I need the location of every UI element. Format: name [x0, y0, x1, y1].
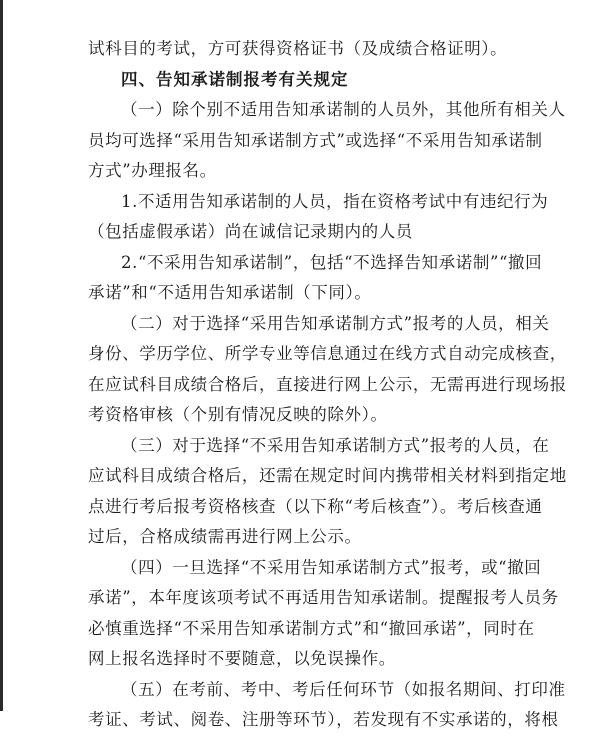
paragraph-line: 应试科目成绩合格后，还需在规定时间内携带相关材料到指定地	[88, 466, 567, 485]
paragraph-line: （三）对于选择“不采用告知承诺制方式”报考的人员，在	[121, 435, 550, 455]
page-edge-divider	[0, 0, 3, 711]
paragraph-line: 1.不适用告知承诺制的人员，指在资格考试中有违纪行为	[121, 191, 549, 211]
paragraph-line: 方式”办理报名。	[88, 161, 217, 180]
paragraph-line: 点进行考后报考资格核查（以下称“考后核查”）。考后核查通	[88, 496, 543, 516]
paragraph-line: 网上报名选择时不要随意，以免误操作。	[88, 649, 396, 668]
paragraph-line: 承诺”，本年度该项考试不再适用告知承诺制。提醒报考人员务	[88, 588, 559, 607]
paragraph-line: 试科目的考试，方可获得资格证书（及成绩合格证明）。	[88, 39, 508, 58]
paragraph-line: （五）在考前、考中、考后任何环节（如报名期间、打印准	[121, 679, 566, 699]
paragraph-line: （四）一旦选择“不采用告知承诺制方式”报考，或“撤回	[121, 557, 542, 577]
paragraph-line: 员均可选择“采用告知承诺制方式”或选择“不采用告知承诺制	[88, 130, 543, 150]
section-heading: 四、告知承诺制报考有关规定	[121, 69, 349, 89]
paragraph-line: 在应试科目成绩合格后，直接进行网上公示，无需再进行现场报	[88, 374, 567, 394]
paragraph-line: 考资格审核（个别有情况反映的除外）。	[88, 405, 388, 424]
paragraph-line: 必慎重选择“不采用告知承诺制方式”和“撤回承诺”，同时在	[88, 618, 535, 638]
paragraph-line: 过后，合格成绩需再进行网上公示。	[88, 527, 362, 546]
paragraph-line: （二）对于选择“采用告知承诺制方式”报考的人员，相关	[121, 313, 550, 333]
paragraph-line: 2.“不采用告知承诺制”，包括“不选择告知承诺制”“撤回	[121, 252, 543, 272]
paragraph-line: 身份、学历学位、所学专业等信息通过在线方式自动完成核查，	[88, 344, 567, 363]
paragraph-line: 考证、考试、阅卷、注册等环节），若发现有不实承诺的，将根	[88, 710, 559, 729]
document-body	[88, 34, 567, 736]
paragraph-line: 承诺”和“不适用告知承诺制（下同）。	[88, 283, 372, 302]
paragraph-line: （包括虚假承诺）尚在诚信记录期内的人员	[88, 222, 413, 241]
paragraph-line: （一）除个别不适用告知承诺制的人员外，其他所有相关人	[121, 100, 566, 119]
